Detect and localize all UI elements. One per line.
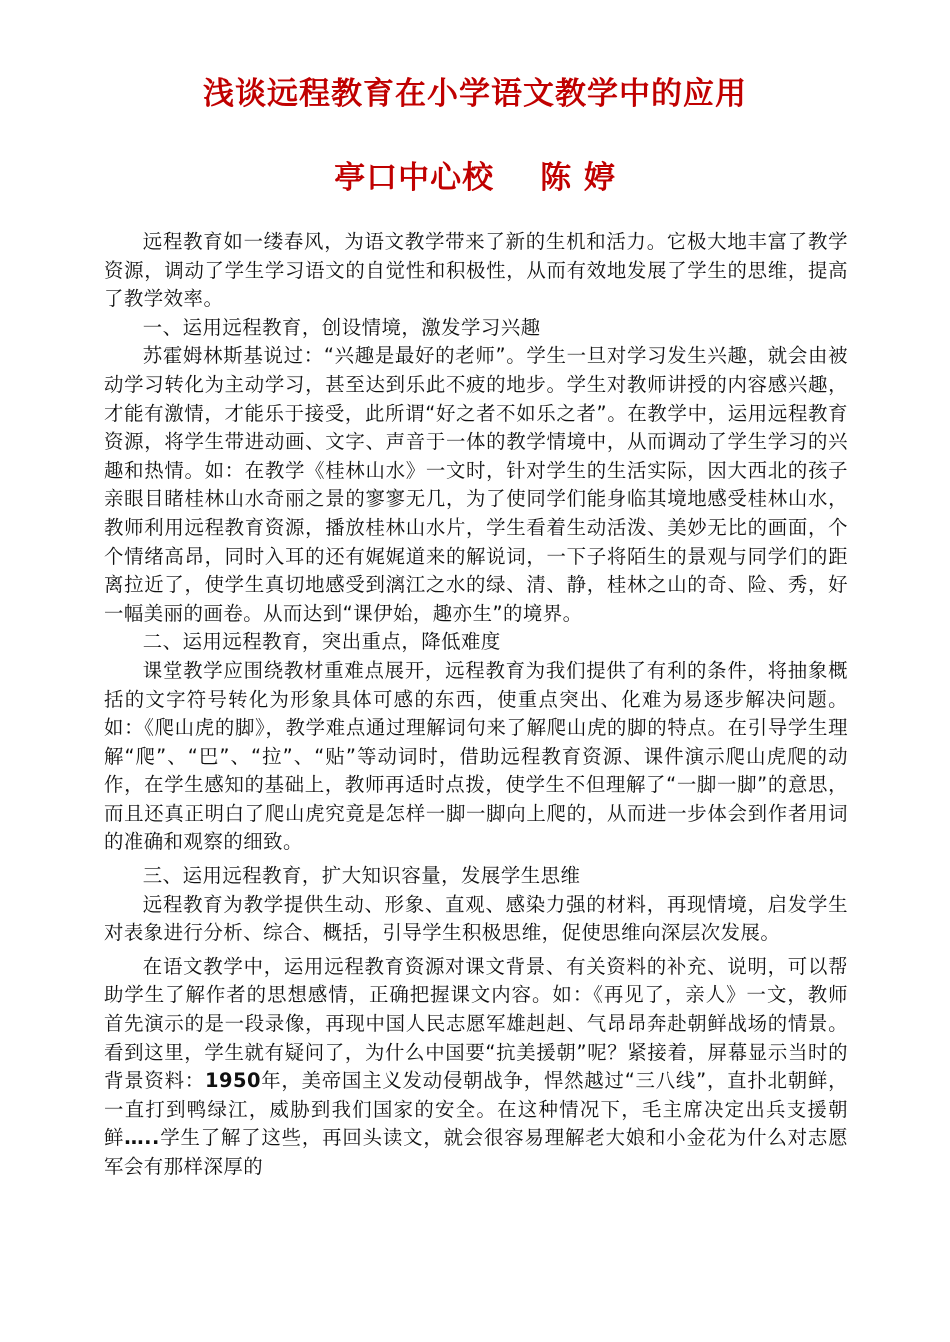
document-body <box>104 228 848 1182</box>
year-text: 1950 <box>204 1069 261 1093</box>
paragraph-section-2: 课堂教学应围绕教材重难点展开，远程教育为我们提供了有利的条件，将抽象概括的文字符号转化为形象具体可感的东西，使重点突出、化难为易逐步解决问题。如：《爬山虎的脚》，教学难点通过理解词句来了解爬山虎的脚的特点。在引导学生理解“爬”、“巴”、“拉”、“贴”等动词时，借助远程教育资源、课件演示爬山虎爬的动作，在学生感知的基础上，教师再适时点拨，使学生不但理解了“一脚一脚”的意思，而且还真正明白了爬山虎究竟是怎样一脚一脚向上爬的，从而进一步体会到作者用词的准确和观察的细致。 <box>104 658 848 854</box>
document-title: 浅谈远程教育在小学语文教学中的应用 <box>203 76 747 112</box>
paragraph-section-1: 苏霍姆林斯基说过：“兴趣是最好的老师”。学生一旦对学习发生兴趣，就会由被动学习转化为主动学习，甚至达到乐此不疲的地步。学生对教师讲授的内容感兴趣，才能有激情，才能乐于接受，此所谓“好之者不如乐之者”。在教学中，运用远程教育资源，将学生带进动画、文字、声音于一体的教学情境中，从而调动了学生学习的兴趣和热情。如：在教学《桂林山水》一文时，针对学生的生活实际，因大西北的孩子亲眼目睹桂林山水奇丽之景的寥寥无几，为了使同学们能身临其境地感受桂林山水，教师利用远程教育资源，播放桂林山水片，学生看着生动活泼、美妙无比的画面，个个情绪高昂，同时入耳的还有娓娓道来的解说词，一下子将陌生的景观与同学们的距离拉近了，使学生真切地感受到漓江之水的绿、清、静，桂林之山的奇、险、秀，好一幅美丽的画卷。从而达到“课伊始，趣亦生”的境界。 <box>104 344 848 625</box>
section-heading-2: 二、运用远程教育，突出重点，降低难度 <box>142 630 501 654</box>
paragraph-last <box>104 953 848 1182</box>
last-para-part1: 在语文教学中，运用远程教育资源对课文背景、有关资料的补充、说明，可以帮助学生了解作者的思想感情，正确把握课文内容。如：《再见了，亲人》一文，教师首先演示的是一段录像，再现中国人民志愿军雄赳赳、气昂昂奔赴朝鲜战场的情景。看到这里，学生就有疑问了，为什么中国要“抗美援朝”呢？紧接着，屏幕显示当时的背景资料： <box>104 954 848 1093</box>
paragraph-intro: 远程教育如一缕春风，为语文教学带来了新的生机和活力。它极大地丰富了教学资源，调动了学生学习语文的自觉性和积极性，从而有效地发展了学生的思维，提高了教学效率。 <box>104 230 848 311</box>
section-heading-3: 三、运用远程教育，扩大知识容量，发展学生思维 <box>142 864 581 888</box>
author-school: 亭口中心校 <box>334 160 495 196</box>
author-name: 陈 婷 <box>540 160 616 196</box>
section-heading-1: 一、运用远程教育，创设情境，激发学习兴趣 <box>142 315 541 339</box>
paragraph-section-3: 远程教育为教学提供生动、形象、直观、感染力强的材料，再现情境，启发学生对表象进行分析、综合、概括，引导学生积极思维，促使思维向深层次发展。 <box>104 892 848 945</box>
last-para-part2: 年，美帝国主义发动侵朝战争，悍然越过“三八线”，直扑北朝鲜，一直打到鸭绿江，威胁到我们国家的安全。在这种情况下，毛主席决定出兵支援朝鲜 <box>104 1069 849 1150</box>
ellipsis-text: ….. <box>124 1126 160 1150</box>
last-para-part3: 学生了解了这些，再回头读文，就会很容易理解老大娘和小金花为什么对志愿军会有那样深厚的 <box>104 1126 849 1178</box>
author-line <box>0 152 950 197</box>
